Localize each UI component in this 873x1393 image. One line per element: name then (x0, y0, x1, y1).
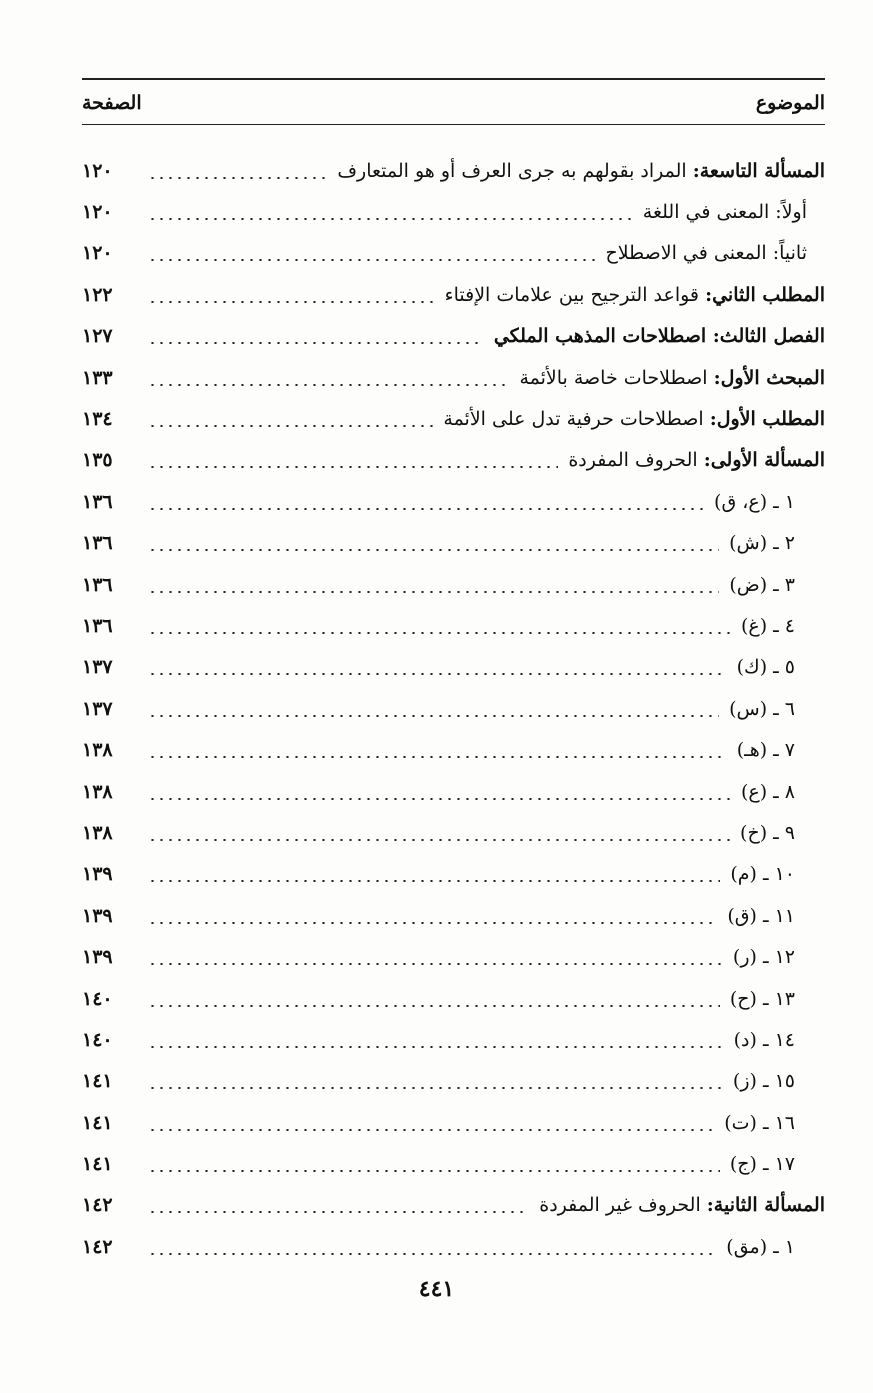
toc-entry-text: ثانياً: المعنى في الاصطلاح (605, 242, 807, 265)
toc-entry-page: ١٤١ (82, 1111, 113, 1134)
dot-leader (148, 1087, 723, 1089)
toc-entry-label: المسألة الثانية: (706, 1194, 825, 1217)
toc-entry-page: ١٤٢ (82, 1194, 113, 1217)
toc-entry (82, 398, 825, 439)
toc-entry-page: ١٢٠ (82, 159, 113, 182)
toc-entry-title (737, 739, 825, 761)
toc-entry-page: ١٣٧ (82, 656, 113, 679)
toc-entry-page: ١٤٠ (82, 987, 113, 1010)
toc-entry-title (337, 160, 825, 182)
toc-entry-title (730, 988, 825, 1010)
toc-entry-page: ١٣٩ (82, 904, 113, 927)
toc-entry-title (539, 1194, 825, 1216)
toc-entry-text: ٣ ـ (ض) (729, 573, 795, 596)
toc-entry-label: المسألة الأولى: (703, 449, 825, 472)
toc-entry (82, 771, 825, 812)
toc-entry-page: ١٣٨ (82, 821, 113, 844)
toc-entry-page: ١٤٢ (82, 1235, 113, 1258)
toc-entry-text: ٢ ـ (ش) (729, 532, 795, 555)
toc-entry (82, 150, 825, 191)
dot-leader (148, 301, 435, 303)
toc-entry (82, 523, 825, 564)
toc-entry-page: ١٣٨ (82, 739, 113, 762)
dot-leader (148, 756, 727, 758)
topic-column-label: الموضوع (755, 92, 825, 114)
dot-leader (148, 1129, 714, 1131)
toc-entry (82, 1061, 825, 1102)
toc-entry-label: المسألة التاسعة: (692, 159, 825, 182)
toc-entry (82, 1019, 825, 1060)
toc-entry-text: اصطلاحات حرفية تدل على الأئمة (443, 408, 710, 431)
toc-entry (82, 564, 825, 605)
toc-entry (82, 274, 825, 315)
toc-entry (82, 895, 825, 936)
dot-leader (148, 342, 484, 344)
toc-entry (82, 936, 825, 977)
dot-leader (148, 1170, 720, 1172)
dot-leader (148, 466, 558, 468)
dot-leader (148, 1046, 724, 1048)
toc-entry-page: ١٢٠ (82, 201, 113, 224)
dot-leader (148, 508, 704, 510)
toc-entry-text: ١١ ـ (ق) (727, 904, 795, 927)
toc-entry-page: ١٢٧ (82, 325, 113, 348)
toc-entry (82, 1185, 825, 1226)
toc-entry-title (729, 532, 825, 554)
dot-leader (148, 259, 595, 261)
toc-entry-text: قواعد الترجيح بين علامات الإفتاء (444, 283, 706, 306)
dot-leader (148, 715, 719, 717)
toc-entry-page: ١٣٩ (82, 946, 113, 969)
toc-entry-text: ٦ ـ (س) (729, 697, 795, 720)
header-rule (82, 124, 825, 125)
toc-entry (82, 688, 825, 729)
dot-leader (148, 177, 327, 179)
toc-entry-page: ١٣٣ (82, 366, 113, 389)
dot-leader (148, 591, 719, 593)
toc-entry-page: ١٢٢ (82, 283, 113, 306)
toc-entry (82, 316, 825, 357)
toc-entry (82, 481, 825, 522)
toc-entry-text: ١٦ ـ (ت) (724, 1111, 795, 1134)
toc-entry-text: ١٣ ـ (ح) (729, 987, 795, 1010)
dot-leader (148, 1005, 720, 1007)
toc-entry-text: ٧ ـ (هـ) (736, 739, 795, 762)
toc-entry-text: ٨ ـ (ع) (740, 780, 795, 803)
toc-entry-page: ١٣٦ (82, 532, 113, 555)
toc-entry-text: المراد بقولهم به جرى العرف أو هو المتعارف (337, 159, 693, 182)
toc-entry (82, 440, 825, 481)
toc-entry (82, 605, 825, 646)
dot-leader (148, 1253, 716, 1255)
dot-leader (148, 1211, 529, 1213)
toc-entry-page: ١٣٥ (82, 449, 113, 472)
toc-entry-page: ١٣٩ (82, 863, 113, 886)
toc-entry-label: المطلب الثاني: (705, 283, 825, 306)
toc-entry (82, 1226, 825, 1267)
toc-entry-text: ١٥ ـ (ز) (732, 1070, 795, 1093)
toc-entry-page: ١٣٦ (82, 614, 113, 637)
toc-entry (82, 357, 825, 398)
dot-leader (148, 673, 727, 675)
dot-leader (148, 922, 717, 924)
toc-entry-title (643, 201, 825, 223)
toc-entry-title (724, 1112, 825, 1134)
top-rule (82, 78, 825, 80)
toc-entry-title (730, 1153, 825, 1175)
toc-entry (82, 978, 825, 1019)
toc-entry-title (730, 863, 825, 885)
toc-entry-text: ١٠ ـ (م) (730, 863, 795, 886)
toc-entry-page: ١٤١ (82, 1153, 113, 1176)
page-column-label: الصفحة (82, 92, 142, 114)
toc-list (82, 150, 825, 1268)
toc-entry-page: ١٣٦ (82, 573, 113, 596)
toc-entry-title (729, 574, 825, 596)
toc-entry-text: أولاً: المعنى في اللغة (642, 201, 807, 224)
toc-entry-title (714, 491, 825, 513)
toc-entry-page: ١٤١ (82, 1070, 113, 1093)
dot-leader (148, 839, 730, 841)
dot-leader (148, 880, 720, 882)
dot-leader (148, 798, 731, 800)
toc-entry-title (494, 325, 825, 347)
toc-entry-text: ١٤ ـ (د) (733, 1028, 795, 1051)
toc-entry-page: ١٣٧ (82, 697, 113, 720)
toc-entry-text: ١٧ ـ (ج) (729, 1153, 795, 1176)
dot-leader (148, 384, 509, 386)
toc-entry-page: ١٢٠ (82, 242, 113, 265)
toc-entry-title (568, 449, 825, 471)
toc-entry-title (726, 1236, 825, 1258)
toc-entry-page: ١٣٦ (82, 490, 113, 513)
dot-leader (148, 549, 719, 551)
toc-header (82, 86, 825, 120)
toc-entry-label: المطلب الأول: (709, 408, 825, 431)
toc-entry-text: الحروف غير المفردة (539, 1194, 707, 1217)
toc-entry (82, 812, 825, 853)
toc-entry-text: ١ ـ (مق) (726, 1235, 795, 1258)
toc-entry-title (740, 822, 825, 844)
toc-entry-page: ١٣٨ (82, 780, 113, 803)
toc-entry (82, 854, 825, 895)
toc-entry-title (443, 408, 825, 430)
dot-leader (148, 632, 731, 634)
dot-leader (148, 963, 723, 965)
toc-entry-title (727, 905, 825, 927)
toc-entry-text: اصطلاحات خاصة بالأئمة (519, 366, 714, 389)
toc-entry-text: ٥ ـ (ك) (736, 656, 795, 679)
toc-entry-title (729, 698, 825, 720)
toc-entry-title (734, 1029, 825, 1051)
toc-entry-title (741, 615, 825, 637)
toc-entry-text: ٤ ـ (غ) (740, 614, 795, 637)
toc-entry (82, 233, 825, 274)
toc-entry (82, 1143, 825, 1184)
toc-entry-label: المبحث الأول: (713, 366, 825, 389)
toc-entry-text: ٩ ـ (خ) (740, 821, 795, 844)
toc-entry-text: الحروف المفردة (568, 449, 704, 472)
page-number: ٤٤١ (418, 1276, 455, 1302)
dot-leader (148, 425, 433, 427)
toc-entry-title (741, 781, 825, 803)
toc-entry-text: ١ ـ (ع، ق) (714, 490, 795, 513)
toc-entry-title (733, 946, 825, 968)
toc-entry-title (445, 284, 825, 306)
dot-leader (148, 218, 633, 220)
toc-entry (82, 191, 825, 232)
toc-entry-text: الفصل الثالث: اصطلاحات المذهب الملكي (493, 325, 825, 348)
toc-entry-title (733, 1070, 825, 1092)
toc-entry-title (737, 656, 825, 678)
toc-entry-text: ١٢ ـ (ر) (732, 946, 795, 969)
toc-entry (82, 1102, 825, 1143)
toc-entry (82, 647, 825, 688)
toc-entry-page: ١٣٤ (82, 408, 113, 431)
toc-entry-title (519, 367, 825, 389)
toc-entry-page: ١٤٠ (82, 1028, 113, 1051)
toc-entry-title (605, 242, 825, 264)
toc-entry (82, 729, 825, 770)
